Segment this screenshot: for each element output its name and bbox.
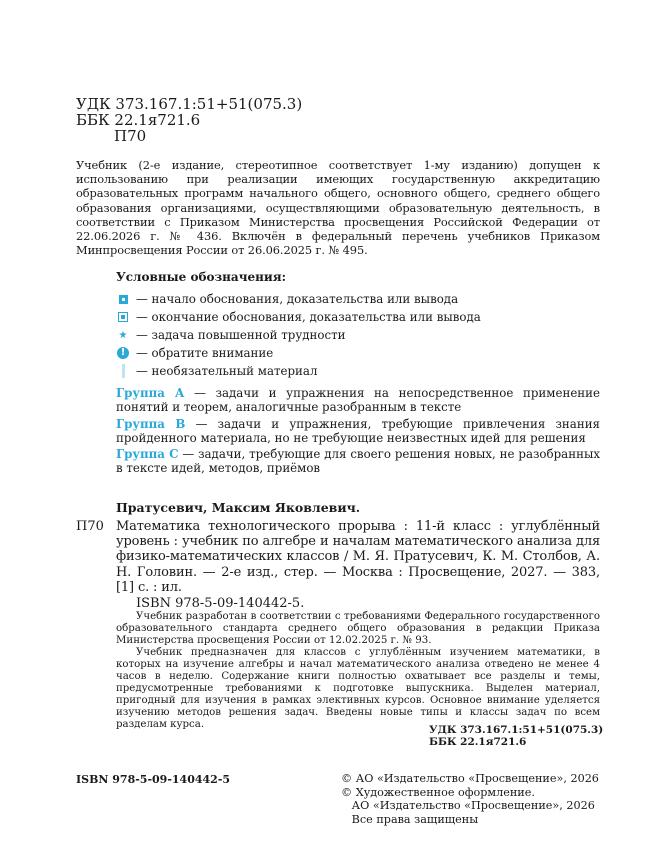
udk-code: УДК 373.167.1:51+51(075.3) xyxy=(76,95,303,113)
legend-item: — начало обоснования, доказательства или вывода xyxy=(116,290,600,308)
author-mark: П70 xyxy=(114,127,147,145)
legend-item: ! — обратите внимание xyxy=(116,344,600,362)
group-a: Группа А — задачи и упражнения на непосредственное применение понятий и теорем, аналогичные разобранным в тексте xyxy=(116,386,601,415)
approval-notice: Учебник (2-е издание, стереотипное соответствует 1-му изданию) допущен к использованию при реализации имеющих государственную аккредитацию образовательных программ начального общего, основного общего, среднего общего образования организациями, осуществляющими образовательную деятельность, в соответствии с Приказом Министерства просвещения Российской Федерации от 22.06.2026 г. № 436. Включён в федеральный перечень учебников Приказом Минпросвещения России от 26.06.2025 г. № 495. xyxy=(76,158,600,258)
vertical-bar-icon xyxy=(116,364,130,378)
group-c: Группа С — задачи, требующие для своего решения новых, не разобранных в тексте идей, методов, приёмов xyxy=(116,447,600,476)
task-groups xyxy=(116,386,600,476)
copyright-line: © АО «Издательство «Просвещение», 2026 xyxy=(341,772,599,785)
bibliographic-description: Математика технологического прорыва : 11-й класс : углублённый уровень : учебник по алгебре и началам математического анализа для физико-математических классов / М. Я. Пратусевич, К. М. Столбов, А. Н. Головин. — 2-е изд., стер. — Москва : Просвещение, 2027. — 383, [1] с. : ил. xyxy=(116,519,600,595)
square-open-icon xyxy=(116,292,130,306)
isbn-line: ISBN 978-5-09-140442-5. xyxy=(136,596,305,611)
classification-footer xyxy=(429,724,603,748)
star-icon: ★ xyxy=(118,329,128,341)
legend-title: Условные обозначения: xyxy=(116,270,287,284)
annotation-paragraph: Учебник предназначен для классов с углублённым изучением математики, в которых на изучение алгебры и начал математического анализа отведено не менее 4 часов в неделю. Содержание книги полностью охватывает все разделы и темы, предусмотренные требованиями к подготовке выпускника. Выделен материал, пригодный для изучения в рамках элективных курсов. Основное внимание уделяется изучению методов решения задач. Введены новые типы и классы задач по всем разделам курса. xyxy=(116,647,600,730)
annotation xyxy=(116,611,600,731)
square-close-icon xyxy=(116,310,130,324)
exclamation-icon: ! xyxy=(116,346,130,360)
copyright-line: © Художественное оформление. xyxy=(341,785,535,799)
copyright-line: АО «Издательство «Просвещение», 2026 xyxy=(341,799,595,813)
legend-item: — необязательный материал xyxy=(116,362,600,380)
classification-header xyxy=(76,96,302,144)
copyright-block xyxy=(341,772,599,826)
udk-code-bottom: УДК 373.167.1:51+51(075.3) xyxy=(429,724,604,736)
annotation-paragraph: Учебник разработан в соответствии с требованиями Федерального государственного образовательного стандарта среднего общего образования в редакции Приказа Министерства просвещения России от 12.02.2025 г. № 93. xyxy=(116,611,600,646)
isbn-footer: ISBN 978-5-09-140442-5 xyxy=(76,773,231,786)
group-b: Группа В — задачи и упражнения, требующие привлечения знания пройденного материала, но не требующие неизвестных идей для решения xyxy=(116,416,600,445)
legend xyxy=(116,270,600,478)
author-name: Пратусевич, Максим Яковлевич. xyxy=(116,500,361,515)
legend-item: ★ — задача повышенной трудности xyxy=(116,326,600,344)
biblio-mark: П70 xyxy=(76,519,104,534)
bbk-code: ББК 22.1я721.6 xyxy=(76,111,201,129)
bbk-code-bottom: ББК 22.1я721.6 xyxy=(429,736,527,748)
legend-item: — окончание обоснования, доказательства или вывода xyxy=(116,308,600,326)
copyright-line: Все права защищены xyxy=(341,812,479,826)
